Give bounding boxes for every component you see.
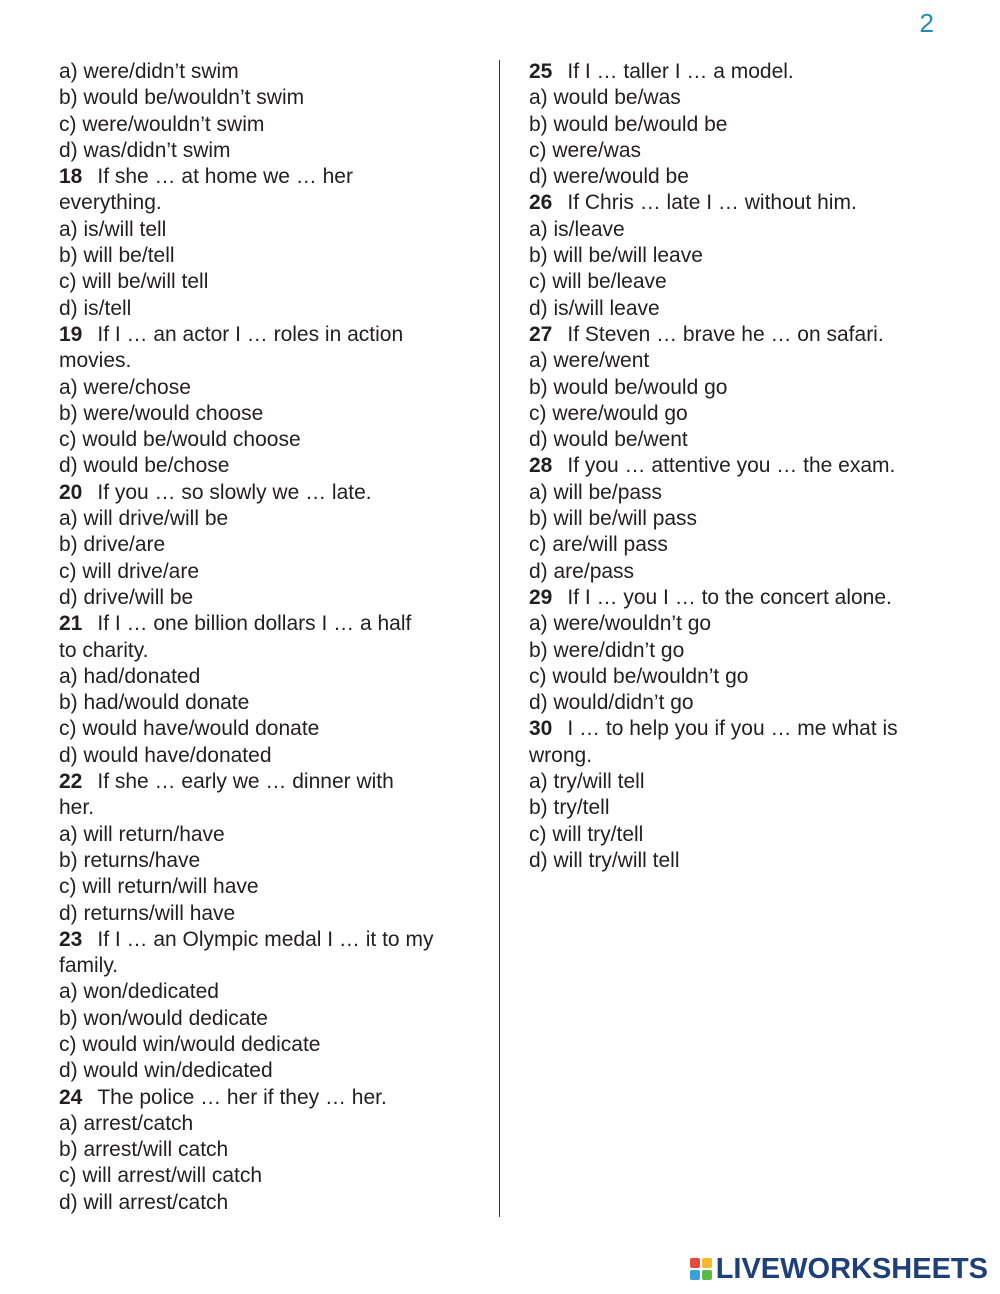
answer-option[interactable]: a) will return/have [59, 822, 225, 846]
answer-option[interactable]: d) would be/went [529, 428, 688, 452]
logo-square [690, 1270, 700, 1280]
question-number: 18 [59, 165, 83, 189]
question-text: If you … attentive you … the exam. [567, 454, 896, 478]
answer-option[interactable]: d) would have/donated [59, 743, 272, 767]
answer-option[interactable]: c) will try/tell [529, 822, 644, 846]
answer-option[interactable]: c) would win/would dedicate [59, 1032, 321, 1056]
question-number: 30 [529, 717, 553, 741]
question-stem [529, 585, 969, 611]
question-block [59, 769, 489, 927]
question-number: 25 [529, 60, 553, 83]
question-text-continued: movies. [59, 349, 132, 373]
question-text-continued: everything. [59, 191, 162, 215]
answer-option[interactable]: b) returns/have [59, 848, 201, 872]
answer-option[interactable]: a) is/leave [529, 217, 625, 241]
question-stem [59, 927, 489, 953]
question-number: 19 [59, 322, 83, 346]
answer-option[interactable]: a) were/didn’t swim [59, 60, 239, 83]
liveworksheets-logo [690, 1252, 988, 1286]
logo-square [702, 1270, 712, 1280]
question-stem [59, 480, 489, 506]
answer-option[interactable]: c) are/will pass [529, 533, 668, 557]
answer-option[interactable]: b) will be/tell [59, 244, 175, 268]
question-stem [529, 322, 969, 348]
answer-option[interactable]: b) were/didn’t go [529, 638, 685, 662]
answer-option[interactable]: d) were/would be [529, 165, 689, 189]
question-text: If I … an actor I … roles in action [97, 322, 404, 346]
answer-option[interactable]: b) were/would choose [59, 401, 264, 425]
logo-square [702, 1258, 712, 1268]
question-text: If she … at home we … her [97, 165, 353, 189]
answer-option[interactable]: c) will return/will have [59, 875, 259, 899]
question-text-continued: wrong. [529, 743, 593, 767]
answer-option[interactable]: a) were/wouldn’t go [529, 612, 712, 636]
answer-option[interactable]: c) will be/leave [529, 270, 667, 294]
question-block [529, 585, 969, 716]
question-number: 21 [59, 612, 83, 636]
answer-option[interactable]: b) would be/would be [529, 112, 728, 136]
answer-option[interactable]: a) had/donated [59, 664, 201, 688]
question-block [529, 59, 969, 190]
question-stem [59, 611, 489, 637]
question-text-continued: to charity. [59, 638, 149, 662]
question-stem [59, 164, 489, 190]
question-text: If I … taller I … a model. [567, 60, 794, 83]
left-column [59, 59, 489, 1216]
right-column [529, 59, 969, 874]
answer-option[interactable]: a) will drive/will be [59, 507, 229, 531]
answer-option[interactable]: a) is/will tell [59, 217, 167, 241]
question-stem [59, 769, 489, 795]
answer-option[interactable]: d) would be/chose [59, 454, 230, 478]
answer-option[interactable]: b) won/would dedicate [59, 1006, 268, 1030]
answer-option[interactable]: c) will drive/are [59, 559, 200, 583]
answer-option[interactable]: c) would have/would donate [59, 717, 320, 741]
answer-option[interactable]: d) drive/will be [59, 585, 194, 609]
question-block [529, 453, 969, 584]
answer-option[interactable]: d) will try/will tell [529, 848, 680, 872]
answer-option[interactable]: c) were/was [529, 138, 642, 162]
answer-option[interactable]: a) would be/was [529, 86, 681, 110]
answer-option[interactable]: d) is/will leave [529, 296, 660, 320]
question-block [529, 190, 969, 321]
answer-option[interactable]: b) had/would donate [59, 691, 250, 715]
question-block [59, 322, 489, 480]
question-text: The police … her if they … her. [97, 1085, 387, 1109]
answer-option[interactable]: b) will be/will pass [529, 507, 698, 531]
answer-option[interactable]: c) would be/wouldn’t go [529, 664, 749, 688]
question-stem [529, 716, 969, 742]
answer-option[interactable]: d) will arrest/catch [59, 1190, 229, 1214]
answer-option[interactable]: b) try/tell [529, 796, 610, 820]
question-text-continued: her. [59, 796, 95, 820]
question-text: If I … you I … to the concert alone. [567, 585, 892, 609]
answer-option[interactable]: c) will be/will tell [59, 270, 209, 294]
question-number: 20 [59, 480, 83, 504]
question-text-continued: family. [59, 954, 119, 978]
logo-text: LIVEWORKSHEETS [715, 1252, 988, 1285]
question-text: If Steven … brave he … on safari. [567, 322, 884, 346]
question-text: If you … so slowly we … late. [97, 480, 372, 504]
question-block [59, 611, 489, 769]
question-number: 24 [59, 1085, 83, 1109]
answer-option[interactable]: a) were/chose [59, 375, 191, 399]
question-block [529, 322, 969, 453]
question-text: If I … an Olympic medal I … it to my [97, 927, 434, 951]
question-number: 26 [529, 191, 553, 215]
question-text: If I … one billion dollars I … a half [97, 612, 412, 636]
answer-option[interactable]: d) was/didn’t swim [59, 138, 231, 162]
question-block [59, 1085, 489, 1216]
answer-option[interactable]: b) would be/wouldn’t swim [59, 86, 305, 110]
page-number: 2 [919, 8, 934, 38]
answer-option[interactable]: c) were/would go [529, 401, 688, 425]
answer-option[interactable]: c) will arrest/will catch [59, 1164, 263, 1188]
logo-square [690, 1258, 700, 1268]
question-stem [529, 190, 969, 216]
answer-option[interactable]: b) drive/are [59, 533, 166, 557]
answer-option[interactable]: b) will be/will leave [529, 244, 703, 268]
logo-squares-icon [690, 1258, 712, 1280]
answer-option[interactable]: d) would/didn’t go [529, 691, 694, 715]
answer-option[interactable]: d) would win/dedicated [59, 1059, 273, 1083]
question-block [529, 716, 969, 874]
question-stem [529, 59, 969, 85]
question-text: I … to help you if you … me what is [567, 717, 898, 741]
answer-option[interactable]: a) will be/pass [529, 480, 663, 504]
answer-option[interactable]: d) are/pass [529, 559, 635, 583]
question-stem [59, 322, 489, 348]
question-number: 29 [529, 585, 553, 609]
answer-option[interactable]: d) is/tell [59, 296, 132, 320]
question-block [59, 927, 489, 1085]
question-number: 22 [59, 770, 83, 794]
answer-option[interactable]: b) would be/would go [529, 375, 728, 399]
question-number: 28 [529, 454, 553, 478]
question-text: If she … early we … dinner with [97, 770, 394, 794]
answer-option[interactable]: a) won/dedicated [59, 980, 219, 1004]
answer-option[interactable]: a) arrest/catch [59, 1111, 194, 1135]
answer-option[interactable]: a) were/went [529, 349, 650, 373]
answer-option[interactable]: b) arrest/will catch [59, 1138, 229, 1162]
answer-option[interactable]: a) try/will tell [529, 770, 645, 794]
question-block [59, 480, 489, 611]
answer-option[interactable]: c) were/wouldn’t swim [59, 112, 265, 136]
question-text: If Chris … late I … without him. [567, 191, 857, 215]
question-stem [59, 1085, 489, 1111]
question-number: 23 [59, 927, 83, 951]
question-block [59, 164, 489, 322]
question-number: 27 [529, 322, 553, 346]
question-stem [529, 453, 969, 479]
answer-option[interactable]: c) would be/would choose [59, 428, 301, 452]
column-divider [499, 60, 500, 1217]
question-block [59, 59, 489, 164]
answer-option[interactable]: d) returns/will have [59, 901, 236, 925]
